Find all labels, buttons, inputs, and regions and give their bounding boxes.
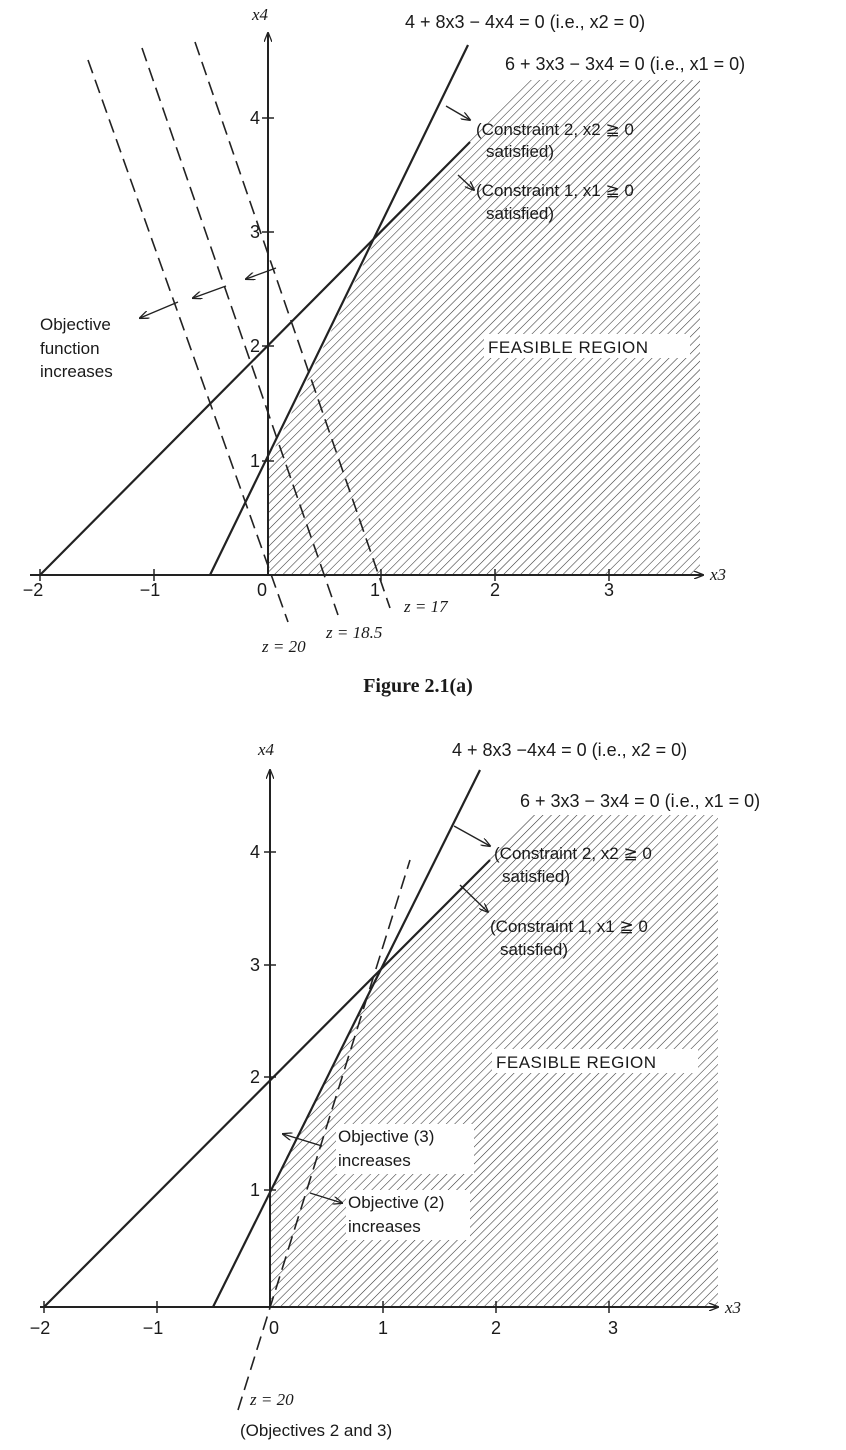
y-tick-label-b: 1	[250, 1180, 261, 1200]
constraint-2-note-a: satisfied)	[486, 142, 555, 161]
x3-axis-label-a: x3	[710, 565, 727, 584]
x-tick-label-b: −2	[29, 1318, 51, 1338]
constraint-1-note-a: (Constraint 1, x1 ≧ 0	[476, 181, 634, 200]
constraint-1-note-b: satisfied)	[500, 940, 569, 959]
equation-x1-label-a: 6 + 3x3 − 3x4 = 0 (i.e., x1 = 0)	[505, 54, 746, 74]
constraint-1-note-a: satisfied)	[486, 204, 555, 223]
objective-3-note-b: increases	[338, 1151, 411, 1170]
constraint-2-note-b: satisfied)	[502, 867, 571, 886]
y-tick-label-b: 3	[250, 955, 261, 975]
constraint-2-note-a: (Constraint 2, x2 ≧ 0	[476, 120, 634, 139]
objective-note-a: increases	[40, 362, 113, 381]
objective-arrow-a	[193, 286, 226, 298]
contour-label-a: z = 20	[262, 637, 306, 656]
x-tick-label-a: −1	[139, 580, 161, 600]
feasible-region-label-a: FEASIBLE REGION	[488, 338, 649, 357]
x-tick-label-b: 3	[607, 1318, 619, 1338]
x4-axis-label-b: x4	[258, 740, 275, 759]
objective-note-a: Objective	[40, 315, 111, 334]
figure-caption-a: Figure 2.1(a)	[363, 675, 473, 697]
objective-2-note-b: increases	[348, 1217, 421, 1236]
y-tick-label-b: 4	[250, 842, 261, 862]
y-tick-label-a: 1	[250, 451, 261, 471]
objective-note-a: function	[40, 339, 100, 358]
x4-axis-label-a: x4	[252, 5, 269, 24]
x-tick-label-a: 1	[369, 580, 381, 600]
x-tick-label-a: −2	[22, 580, 44, 600]
objective-arrow-a	[246, 268, 276, 279]
x-tick-label-b: 1	[377, 1318, 389, 1338]
x-tick-label-a: 2	[489, 580, 501, 600]
contour-note-b: (Objectives 2 and 3)	[240, 1421, 393, 1440]
x-tick-label-b: −1	[142, 1318, 164, 1338]
equation-x2-label-a: 4 + 8x3 − 4x4 = 0 (i.e., x2 = 0)	[405, 12, 646, 32]
x-tick-label-a: 3	[603, 580, 615, 600]
x-tick-label-b: 2	[490, 1318, 502, 1338]
y-tick-label-b: 2	[250, 1067, 261, 1087]
constraint-2-note-b: (Constraint 2, x2 ≧ 0	[494, 844, 652, 863]
contour-label-a: z = 18.5	[326, 623, 383, 642]
panel-a	[23, 5, 745, 697]
objective-2-note-b: Objective (2)	[348, 1193, 445, 1212]
feasible-region-label-b: FEASIBLE REGION	[496, 1053, 657, 1072]
x-tick-label-a: 0	[256, 580, 268, 600]
equation-x2-label-b: 4 + 8x3 −4x4 = 0 (i.e., x2 = 0)	[452, 740, 688, 760]
contour-label-a: z = 17	[404, 597, 448, 616]
constraint-2-arrow-b	[454, 826, 490, 846]
constraint-2-arrow-a	[446, 106, 470, 120]
contour-label-b: z = 20	[250, 1390, 294, 1409]
x-tick-label-b: 0	[268, 1318, 280, 1338]
constraint-1-note-b: (Constraint 1, x1 ≧ 0	[490, 917, 648, 936]
y-tick-label-a: 4	[250, 108, 261, 128]
equation-x1-label-b: 6 + 3x3 − 3x4 = 0 (i.e., x1 = 0)	[520, 791, 761, 811]
panel-b	[30, 740, 760, 1440]
objective-arrow-a	[140, 302, 178, 318]
y-tick-label-a: 2	[250, 336, 261, 356]
y-tick-label-a: 3	[250, 222, 261, 242]
feasible-region-a	[268, 80, 700, 575]
x3-axis-label-b: x3	[725, 1298, 742, 1317]
objective-3-note-b: Objective (3)	[338, 1127, 435, 1146]
